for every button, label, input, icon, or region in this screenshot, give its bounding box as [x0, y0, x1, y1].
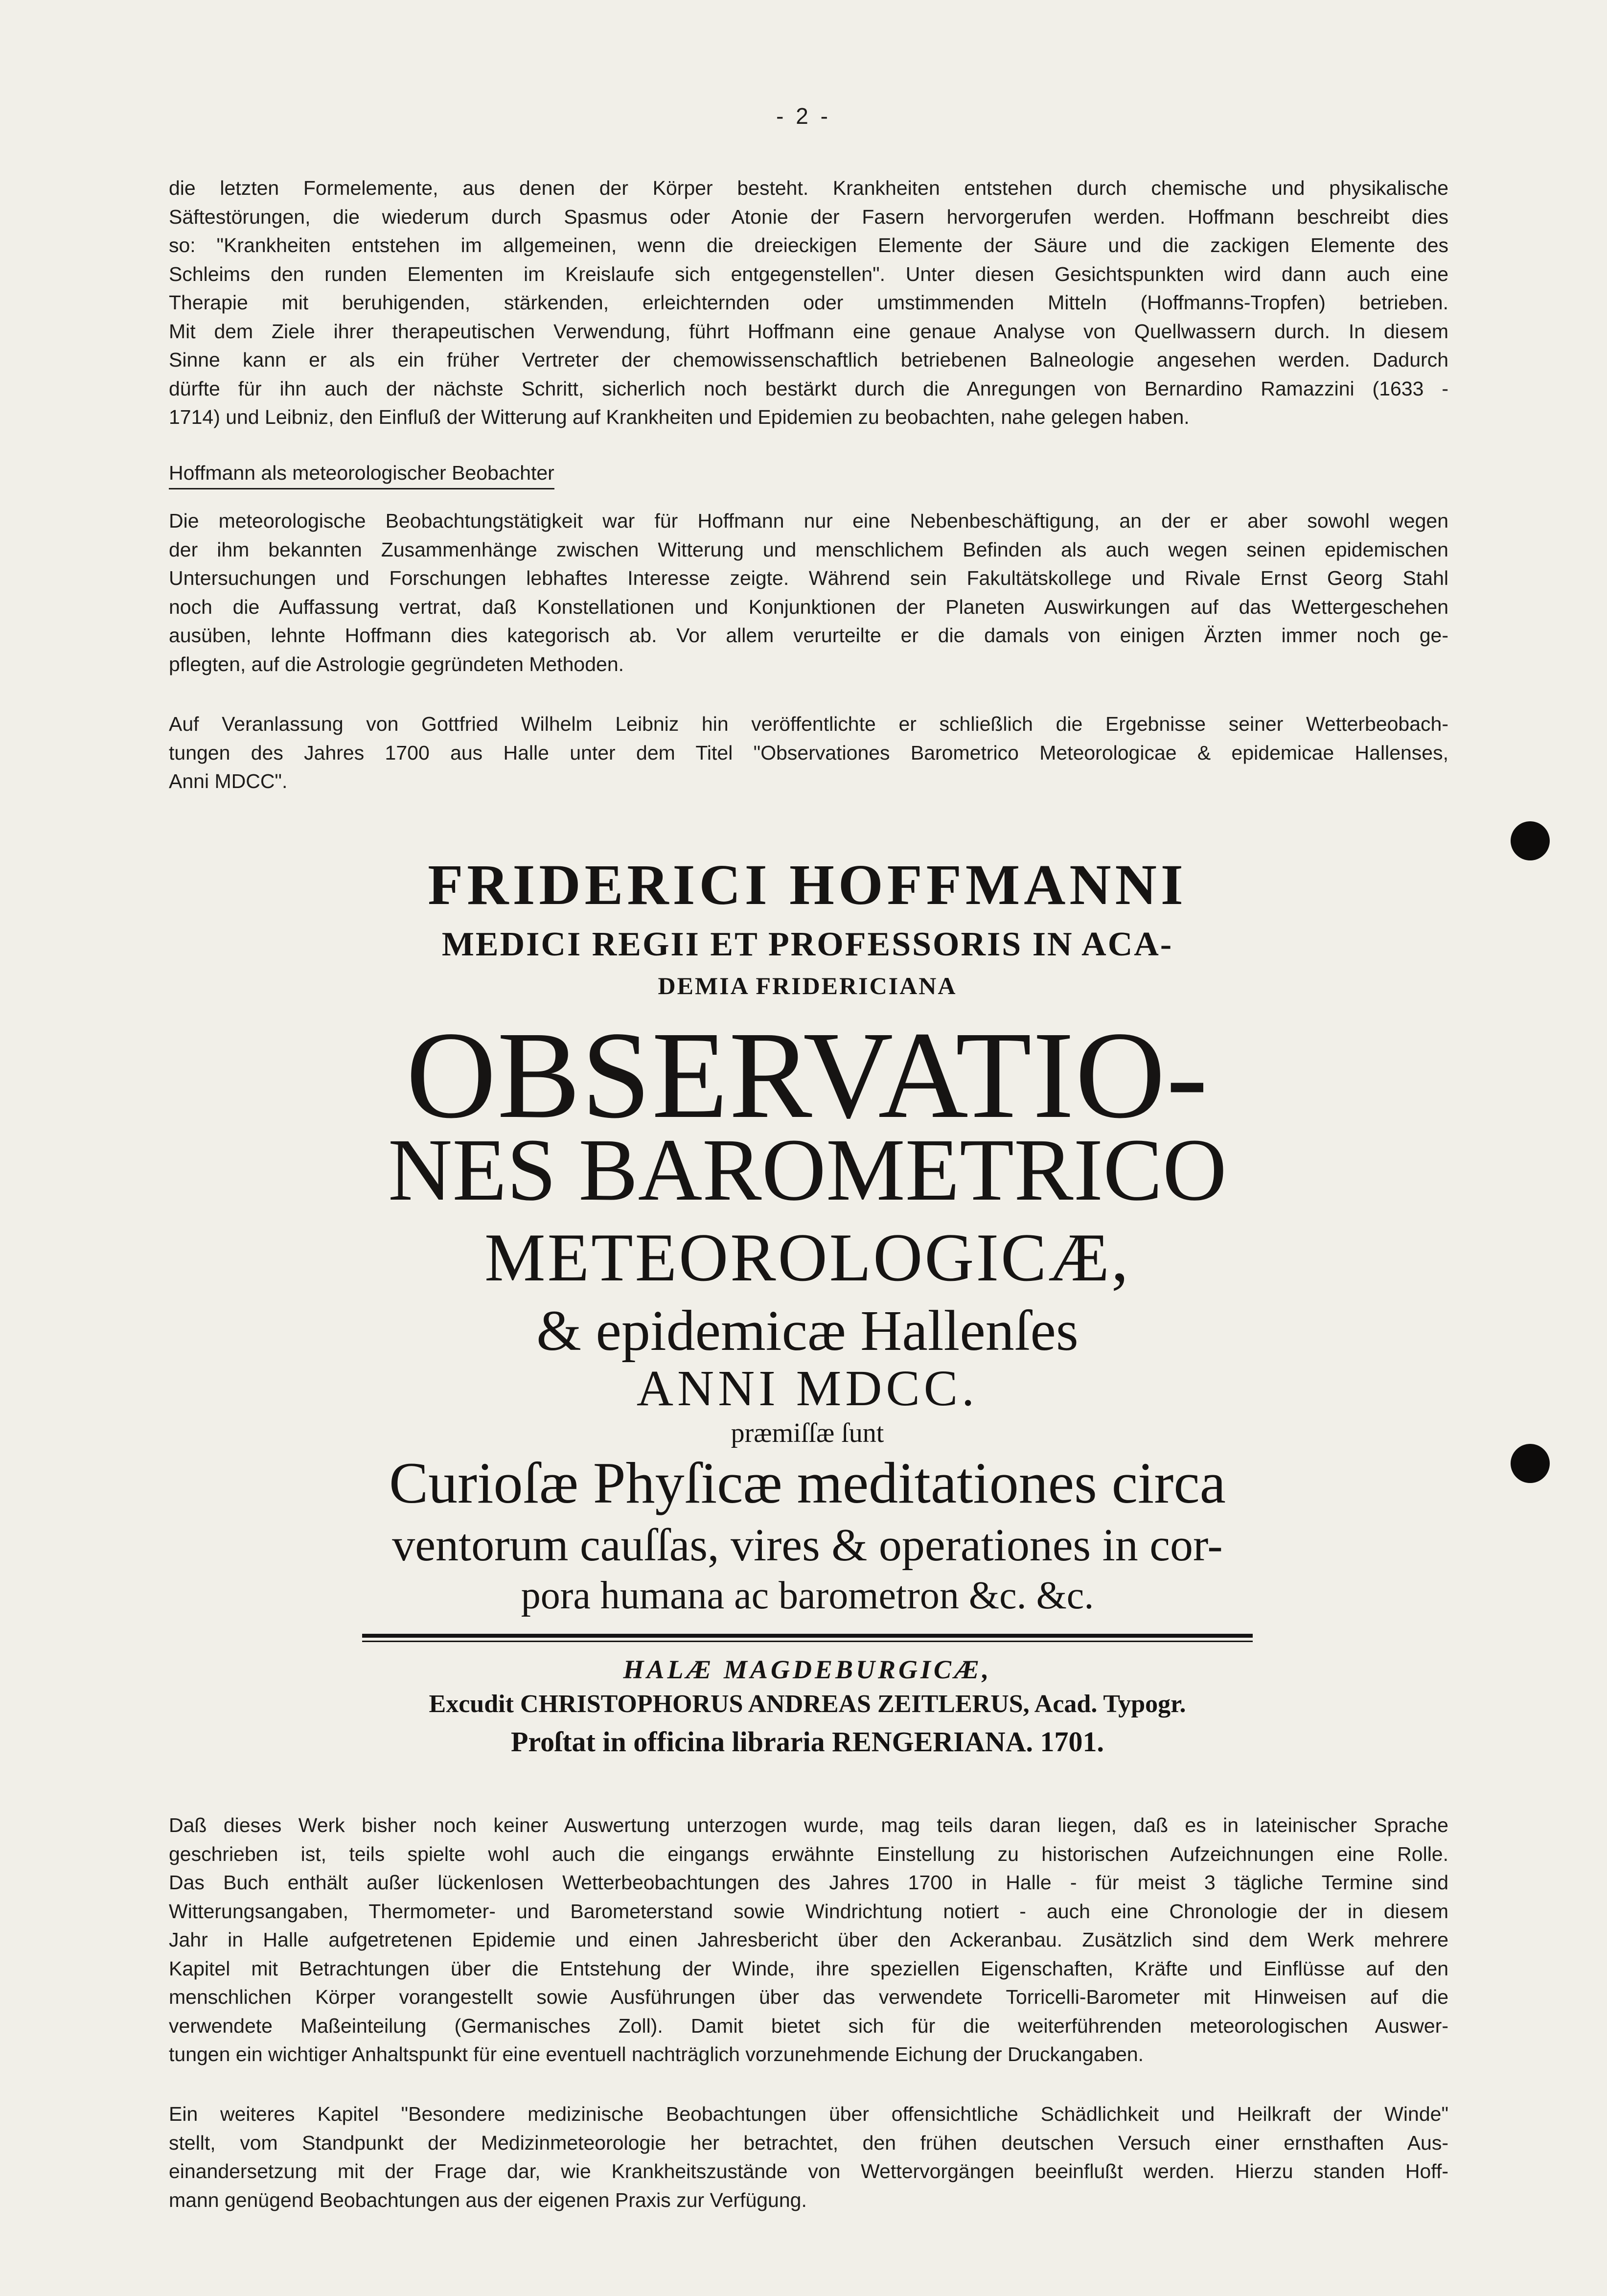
- paragraph-beobachtungstaetigkeit: [169, 507, 1448, 678]
- text-line: 1714) und Leibniz, den Einfluß der Witterung auf Krankheiten und Epidemien zu beobachten, nahe gelegen haben.: [169, 406, 1190, 428]
- text-line: Witterungsangaben, Thermometer- und Barometerstand sowie Windrichtung notiert - auch eine Chronologie der in diesem: [169, 1900, 1448, 1923]
- title-page-facsimile: [323, 852, 1292, 1758]
- text-line: Mit dem Ziele ihrer therapeutischen Verwendung, führt Hoffmann eine genaue Analyse von Quellwassern durch. In diesem: [169, 320, 1448, 343]
- title-main-line4: & epidemicæ Hallenſes: [536, 1299, 1079, 1363]
- title-author-academy: DEMIA FRIDERICIANA: [658, 972, 957, 999]
- page-number: - 2 -: [776, 103, 831, 129]
- title-author: FRIDERICI HOFFMANNI: [428, 853, 1187, 917]
- punch-hole-upper: [1511, 821, 1550, 860]
- title-rule-thin: [362, 1641, 1253, 1642]
- title-imprint-bookshop: Proſtat in officina libraria RENGERIANA. 1701.: [510, 1726, 1104, 1758]
- section-heading: Hoffmann als meteorologischer Beobachter: [169, 459, 554, 489]
- text-line: einandersetzung mit der Frage dar, wie Krankheitszustände von Wettervorgängen beeinflußt werden. Hierzu standen Hoff-: [169, 2160, 1448, 2182]
- title-imprint-place: HALÆ MAGDEBURGICÆ,: [623, 1655, 992, 1684]
- text-line: pflegten, auf die Astrologie gegründeten Methoden.: [169, 652, 624, 675]
- title-rule-thick: [362, 1634, 1253, 1638]
- text-line: Anni MDCC".: [169, 770, 288, 792]
- paragraph-leibniz: [169, 710, 1448, 796]
- title-subtitle-line2: ventorum cauſſas, vires & operationes in cor-: [392, 1520, 1223, 1571]
- text-line: Jahr in Halle aufgetretenen Epidemie und einen Jahresbericht über den Ackeranbau. Zusätzlich sind dem Werk mehrere: [169, 1928, 1448, 1951]
- text-line: geschrieben ist, teils spielte wohl auch die eingangs erwähnte Einstellung zu historischen Aufzeichnungen eine Rolle.: [169, 1842, 1448, 1865]
- text-line: Die meteorologische Beobachtungstätigkeit war für Hoffmann nur eine Nebenbeschäftigung, an der er aber sowohl wegen: [169, 510, 1448, 532]
- title-praemissae: præmiſſæ ſunt: [731, 1418, 884, 1448]
- text-line: Daß dieses Werk bisher noch keiner Auswertung unterzogen wurde, mag teils daran liegen, daß es in lateinischer Sprache: [169, 1814, 1448, 1836]
- text-line: Das Buch enthält außer lückenlosen Wetterbeobachtungen des Jahres 1700 in Halle - für meist 3 tägliche Termine sind: [169, 1871, 1448, 1894]
- text-line: Säftestörungen, die wiederum durch Spasmus oder Atonie der Fasern hervorgerufen werden. Hoffmann beschreibt dies: [169, 205, 1448, 228]
- title-main-line2: NES BAROMETRICO: [388, 1121, 1227, 1219]
- text-line: mann genügend Beobachtungen aus der eigenen Praxis zur Verfügung.: [169, 2188, 807, 2211]
- text-line: Ein weiteres Kapitel "Besondere medizinische Beobachtungen über offensichtliche Schädlichkeit und Heilkraft der Winde": [169, 2103, 1448, 2125]
- text-line: Untersuchungen und Forschungen lebhaftes Interesse zeigte. Während sein Fakultätskollege und Rivale Ernst Georg Stahl: [169, 567, 1448, 589]
- text-line: dürfte für ihn auch der nächste Schritt, sicherlich noch bestärkt durch die Anregungen von Bernardino Ramazzini (1633 -: [169, 377, 1448, 400]
- text-line: ausüben, lehnte Hoffmann dies kategorisch ab. Vor allem verurteilte er die damals von einigen Ärzten immer noch ge-: [169, 624, 1448, 647]
- title-subtitle-line1: Curioſæ Phyſicæ meditationes circa: [389, 1450, 1226, 1515]
- text-line: stellt, vom Standpunkt der Medizinmeteorologie her betrachtet, den frühen deutschen Versuch einer ernsthaften Aus-: [169, 2131, 1448, 2154]
- text-line: noch die Auffassung vertrat, daß Konstellationen und Konjunktionen der Planeten Auswirkungen auf das Wettergeschehen: [169, 595, 1448, 618]
- text-line: Schleims den runden Elementen im Kreislaufe sich entgegenstellen". Unter diesen Gesichtspunkten wird dann auch eine: [169, 262, 1448, 285]
- text-line: Sinne kann er als ein früher Vertreter der chemowissenschaftlich betriebenen Balneologie angesehen werden. Dadurch: [169, 348, 1448, 371]
- text-line: verwendete Maßeinteilung (Germanisches Zoll). Damit bietet sich für die weiterführenden meteorologischen Auswer-: [169, 2014, 1448, 2037]
- title-author-role: MEDICI REGII ET PROFESSORIS IN ACA-: [441, 926, 1173, 963]
- text-line: tungen des Jahres 1700 aus Halle unter dem Titel "Observationes Barometrico Meteorologicae & epidemicae Hallenses,: [169, 741, 1448, 764]
- text-line: Kapitel mit Betrachtungen über die Entstehung der Winde, ihre speziellen Eigenschaften, Kräfte und Einflüsse auf den: [169, 1957, 1448, 1980]
- title-year: ANNI MDCC.: [636, 1360, 979, 1416]
- paragraph-kapitel-winde: [169, 2100, 1448, 2214]
- title-imprint-printer: Excudit CHRISTOPHORUS ANDREAS ZEITLERUS, Acad. Typogr.: [429, 1690, 1186, 1718]
- text-line: die letzten Formelemente, aus denen der Körper besteht. Krankheiten entstehen durch chemische und physikalische: [169, 177, 1448, 199]
- text-line: so: "Krankheiten entstehen im allgemeinen, wenn die dreieckigen Elemente der Säure und die zackigen Elemente des: [169, 234, 1448, 256]
- text-line: tungen ein wichtiger Anhaltspunkt für eine eventuell nachträglich vorzunehmende Eichung der Druckangaben.: [169, 2043, 1144, 2065]
- text-line: Therapie mit beruhigenden, stärkenden, erleichternden oder umstimmenden Mitteln (Hoffmanns-Tropfen) betrieben.: [169, 291, 1448, 314]
- title-main-line1: OBSERVATIO-: [406, 1006, 1209, 1144]
- text-line: Auf Veranlassung von Gottfried Wilhelm Leibniz hin veröffentlichte er schließlich die Ergebnisse seiner Wetterbeobach-: [169, 713, 1448, 735]
- paragraph-formelemente: [169, 174, 1448, 432]
- punch-hole-lower: [1511, 1444, 1550, 1483]
- text-line: menschlichen Körper vorangestellt sowie Ausführungen über das verwendete Torricelli-Barometer mit Hinweisen auf die: [169, 1986, 1448, 2008]
- text-line: der ihm bekannten Zusammenhänge zwischen Witterung und menschlichem Befinden als auch wegen seinen epidemischen: [169, 538, 1448, 561]
- title-main-line3: METEOROLOGICÆ,: [484, 1220, 1130, 1296]
- paragraph-auswertung: [169, 1811, 1448, 2069]
- title-subtitle-line3: pora humana ac barometron &c. &c.: [521, 1574, 1094, 1617]
